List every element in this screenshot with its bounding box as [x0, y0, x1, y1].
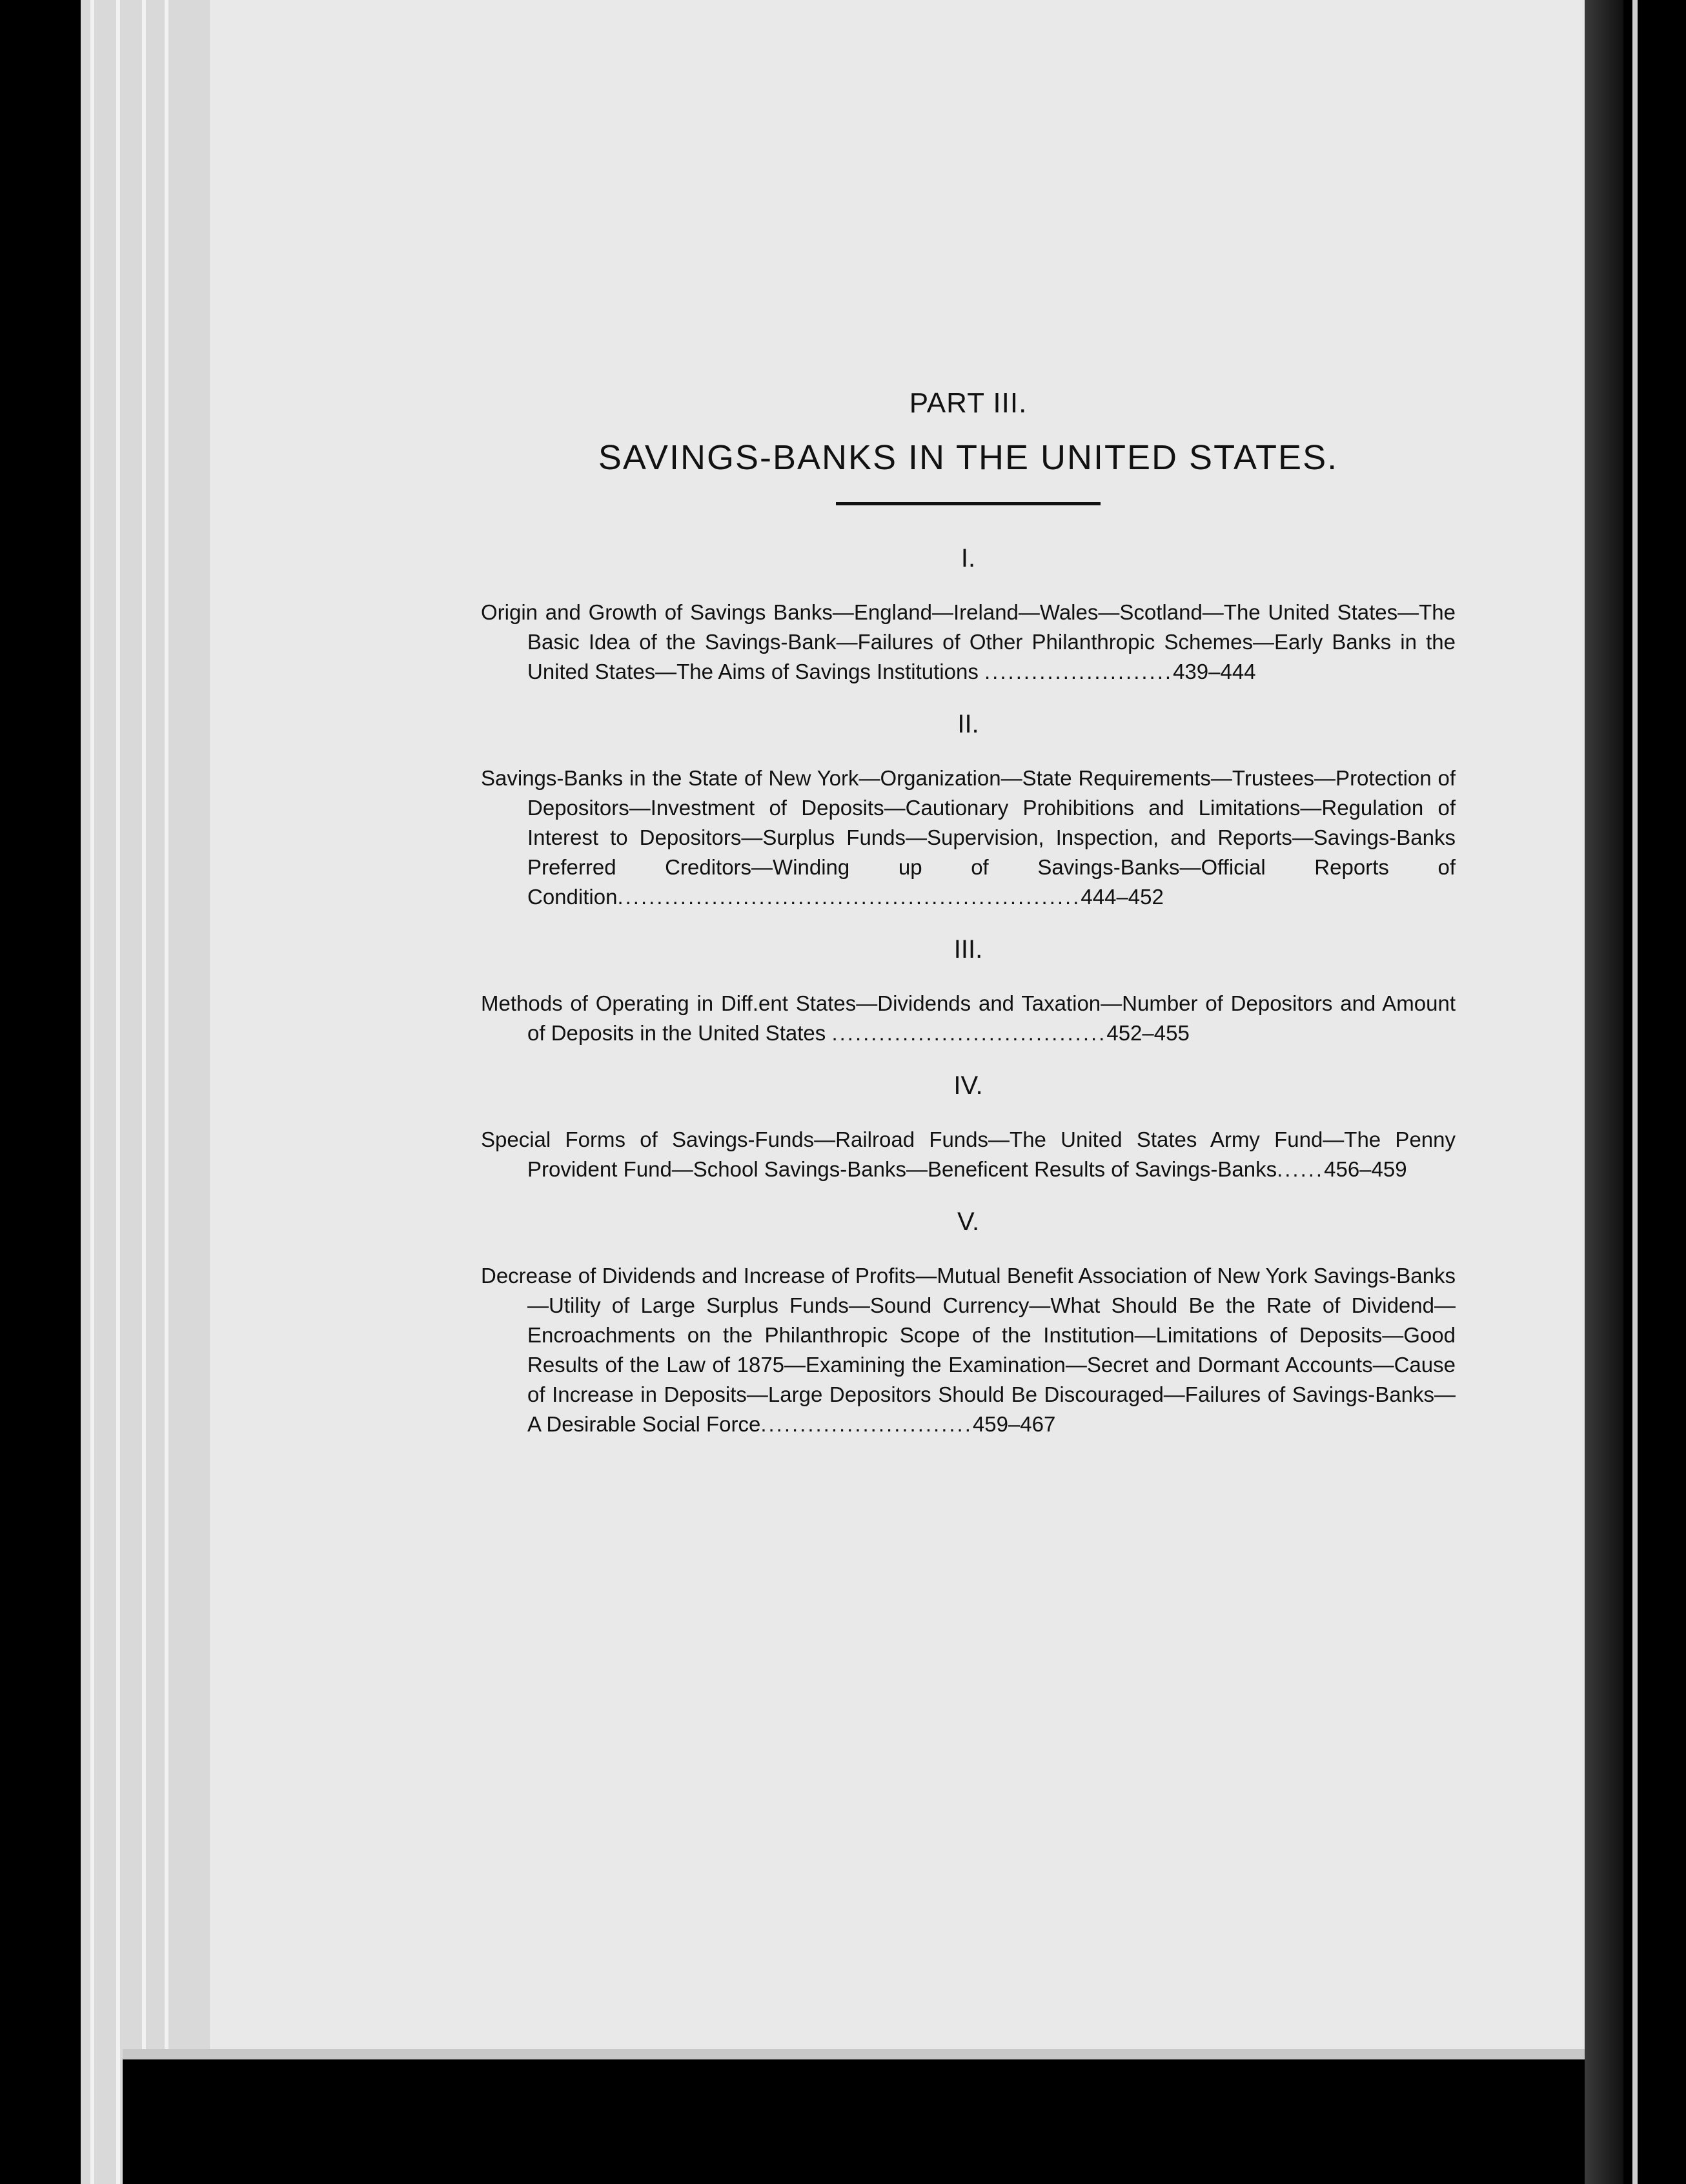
- section-numeral: V.: [957, 1208, 980, 1236]
- page-edge: [142, 0, 146, 2184]
- page-range: 456–459: [1324, 1157, 1407, 1181]
- toc-section-3: [481, 935, 1456, 1048]
- section-numeral: III.: [953, 935, 983, 964]
- dot-leader: ........................: [984, 660, 1173, 683]
- page-edge: [90, 0, 94, 2184]
- entry-text: Methods of Operating in Diff.ent States—Dividends and Taxation—Number of Depositors and Amount of Deposits in the United States: [481, 991, 1456, 1045]
- entry-text: Savings-Banks in the State of New York—Organization—State Requirements—Trustees—Protection of Depositors—Investment of Deposits—Cautionary Prohibitions and Limitations—Regulation of Interest to Depositors—Surplus Funds—Supervision, Inspection, and Reports—Savings-Banks Preferred Creditors—Winding up of Savings-Banks—Official Reports of Condition: [481, 766, 1456, 909]
- toc-section-2: [481, 710, 1456, 912]
- binding-gutter: [1585, 0, 1623, 2184]
- section-entry: [481, 1261, 1456, 1439]
- section-numeral: I.: [960, 544, 976, 572]
- page-edge: [165, 0, 168, 2184]
- dot-leader: ...........................................................: [617, 885, 1081, 909]
- facing-page-edge: [1623, 0, 1686, 2184]
- page-range: 459–467: [972, 1412, 1056, 1436]
- section-entry: [481, 763, 1456, 912]
- section-numeral: IV.: [953, 1071, 983, 1100]
- page-edge: [116, 0, 120, 2184]
- section-entry: [481, 598, 1456, 687]
- dot-leader: ...................................: [831, 1021, 1107, 1045]
- scan-bottom-border: [123, 2049, 1585, 2184]
- section-entry: [481, 1125, 1456, 1184]
- part-label: PART III.: [909, 387, 1028, 419]
- entry-text: Special Forms of Savings-Funds—Railroad Funds—The United States Army Fund—The Penny Provident Fund—School Savings-Banks—Beneficent Results of Savings-Banks: [481, 1127, 1456, 1181]
- section-entry: [481, 989, 1456, 1048]
- section-numeral: II.: [957, 710, 979, 738]
- page-range: 444–452: [1081, 885, 1164, 909]
- entry-text: Decrease of Dividends and Increase of Profits—Mutual Benefit Association of New York Savings-Banks—Utility of Large Surplus Funds—Sound Currency—What Should Be the Rate of Dividend—Encroachments on the Philanthropic Scope of the Institution—Limitations of Deposits—Good Results of the Law of 1875—Examining the Examination—Secret and Dormant Accounts—Cause of Increase in Deposits—Large Depositors Should Be Discouraged—Failures of Savings-Banks—A Desirable Social Force: [481, 1264, 1456, 1436]
- title-rule: [836, 502, 1101, 505]
- part-title: SAVINGS-BANKS IN THE UNITED STATES.: [598, 438, 1339, 477]
- toc-section-5: [481, 1208, 1456, 1439]
- dot-leader: ...........................: [760, 1412, 973, 1436]
- toc-section-4: [481, 1071, 1456, 1184]
- entry-text: Origin and Growth of Savings Banks—England—Ireland—Wales—Scotland—The United States—The Basic Idea of the Savings-Bank—Failures of Other Philanthropic Schemes—Early Banks in the United States—The Aims of Savings Institutions: [481, 600, 1456, 683]
- toc-section-1: [481, 544, 1456, 687]
- page-range: 452–455: [1106, 1021, 1190, 1045]
- dot-leader: ......: [1277, 1157, 1325, 1181]
- page-range: 439–444: [1173, 660, 1256, 683]
- table-of-contents: [481, 387, 1456, 1462]
